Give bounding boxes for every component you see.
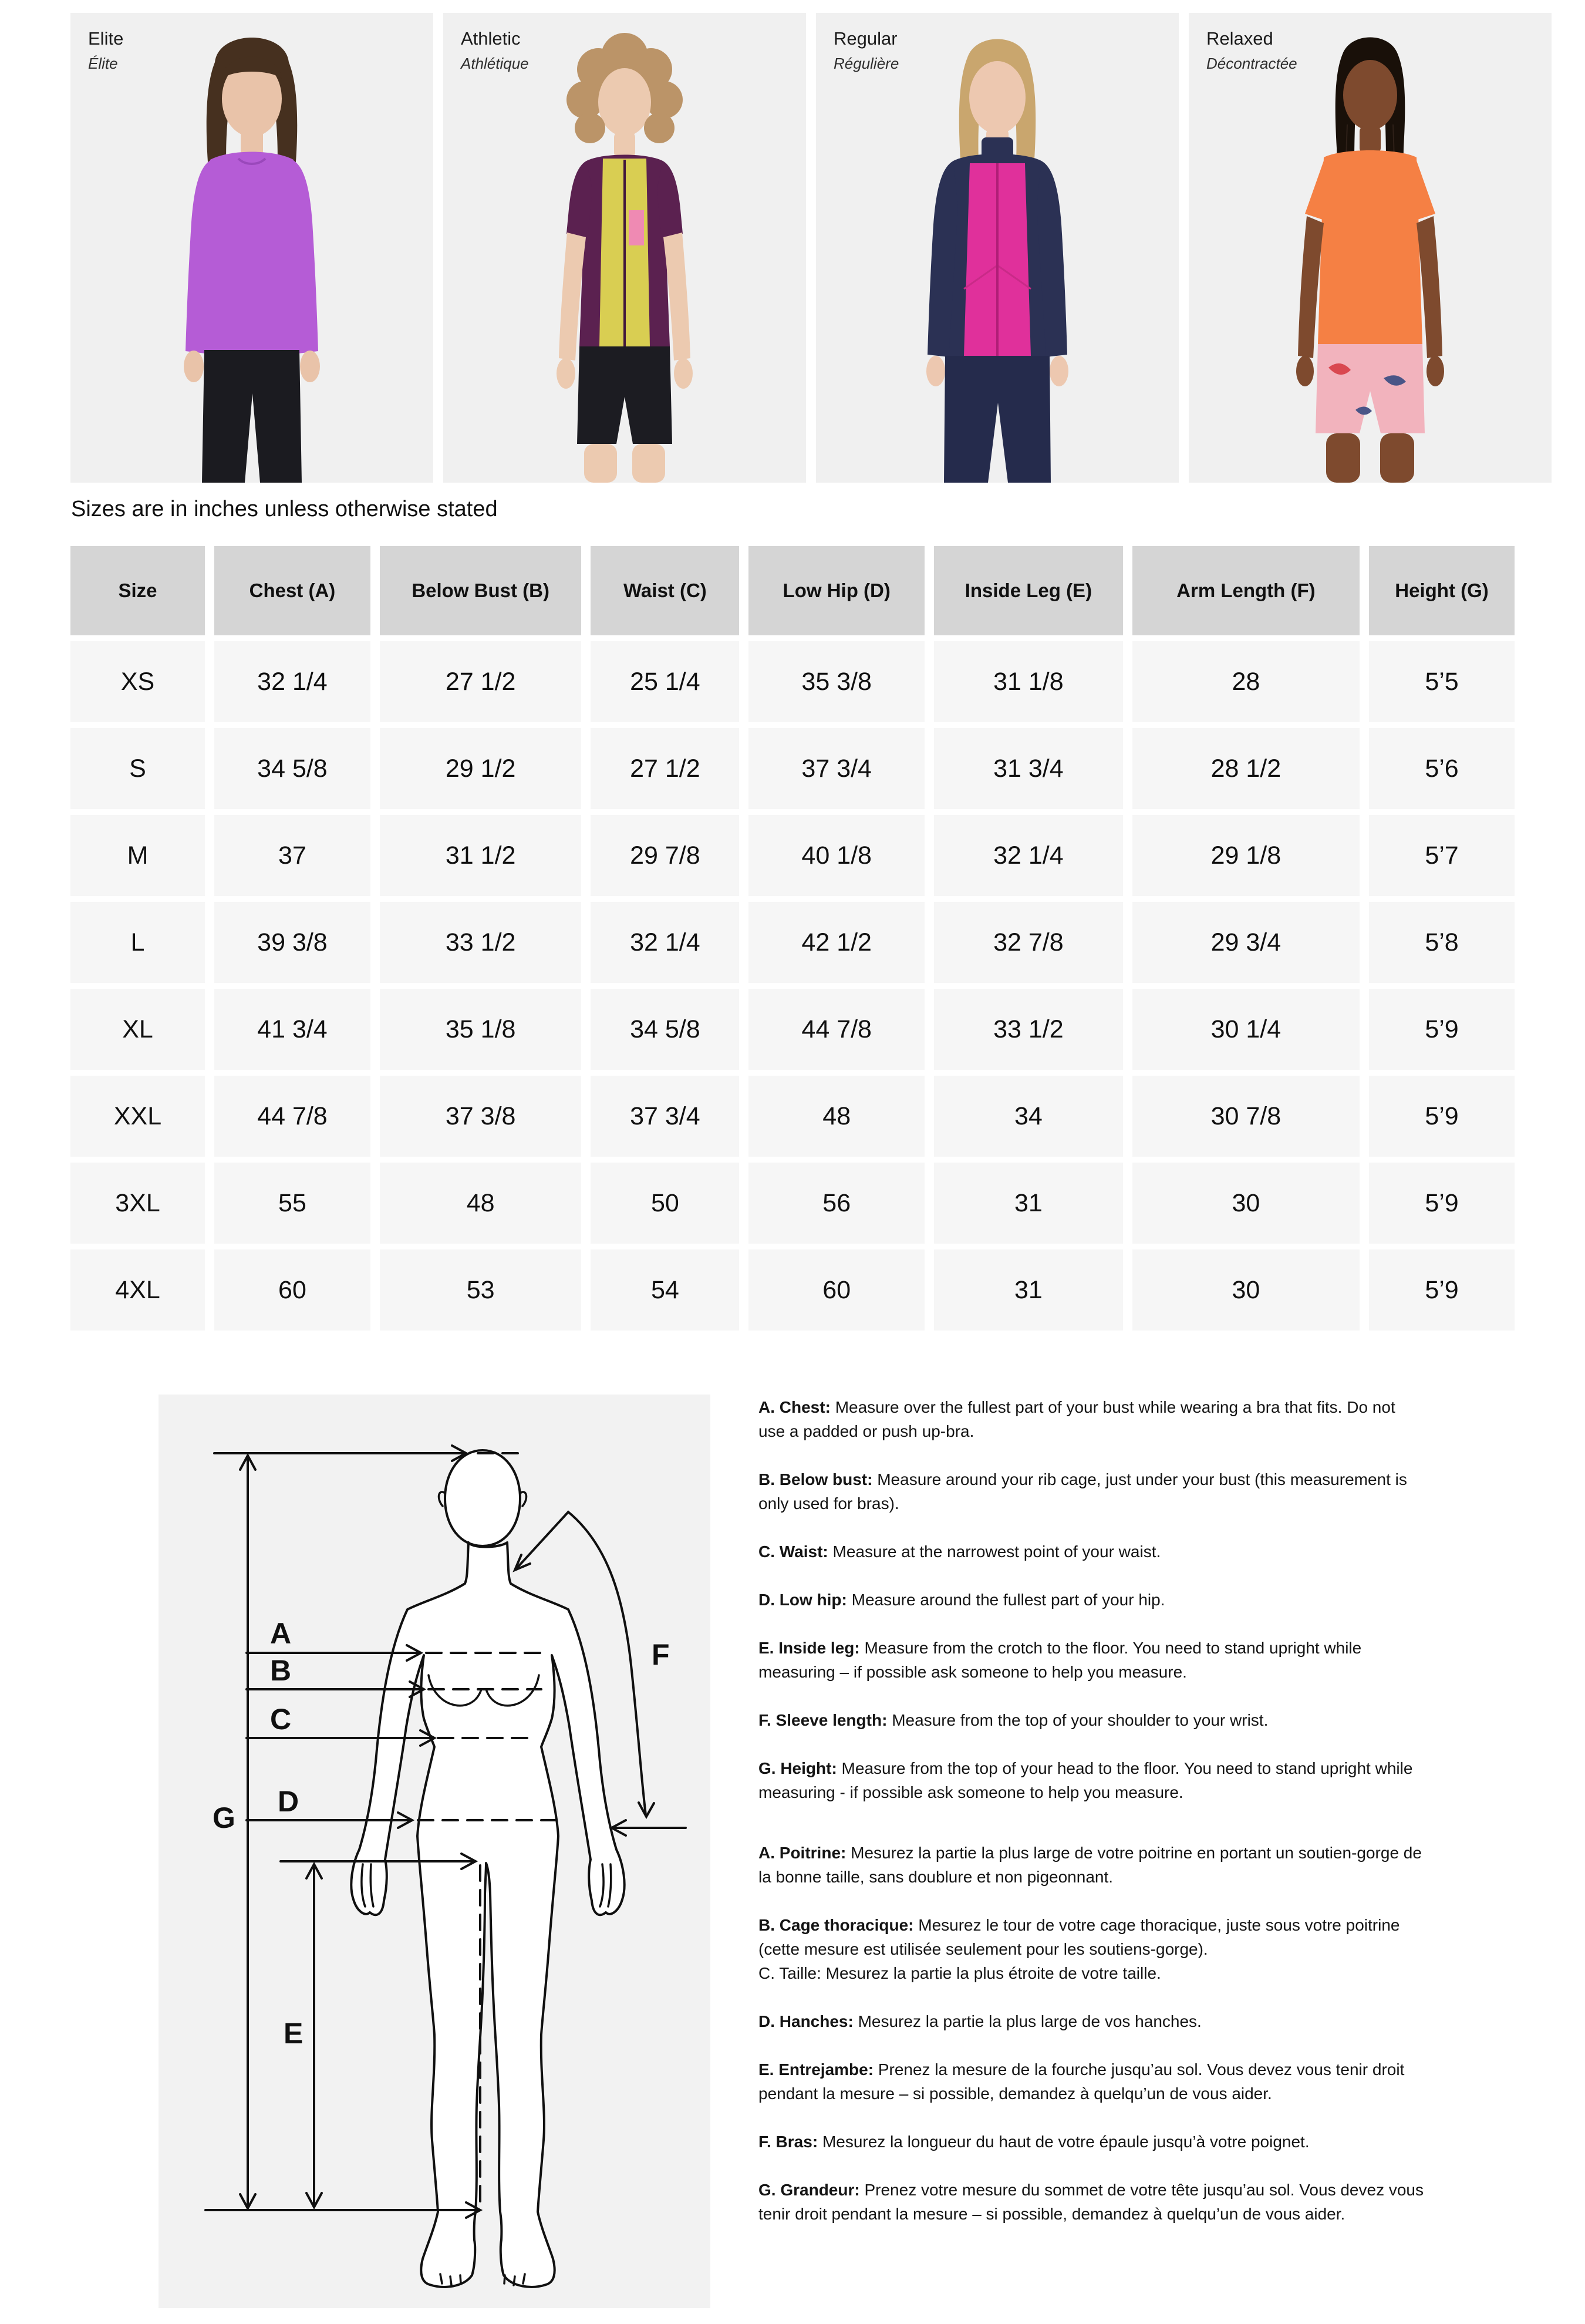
table-cell: 35 1/8 [380, 989, 582, 1070]
table-cell: 34 5/8 [214, 728, 370, 809]
size-table-header-waist: Waist (C) [591, 546, 739, 635]
instruction-fr-cage-thoracique [758, 1913, 1425, 1985]
table-cell: 41 3/4 [214, 989, 370, 1070]
table-cell: 37 3/4 [591, 1076, 739, 1157]
table-cell: 37 [214, 815, 370, 896]
instruction-text: Mesurez la longueur du haut de votre épaule jusqu’à votre poignet. [822, 2133, 1310, 2151]
size-table [70, 546, 1515, 1331]
table-cell: 5’9 [1369, 989, 1515, 1070]
table-cell: 32 1/4 [934, 815, 1123, 896]
instruction-en-low-hip [758, 1588, 1425, 1612]
table-cell: 34 5/8 [591, 989, 739, 1070]
body-measurement-figure [158, 1395, 710, 2308]
instruction-fr-poitrine [758, 1841, 1425, 1889]
table-cell: 27 1/2 [591, 728, 739, 809]
tee [1318, 150, 1422, 344]
diagram-label-e: E [284, 2017, 303, 2050]
instruction-label: G. Height: [758, 1759, 837, 1777]
size-table-header-height: Height (G) [1369, 546, 1515, 635]
table-cell: 31 [934, 1249, 1123, 1331]
table-cell: 28 1/2 [1132, 728, 1360, 809]
diagram-label-d: D [278, 1785, 299, 1818]
instruction-fr-hanches [758, 2009, 1425, 2033]
model-photo-elite [70, 13, 433, 483]
table-cell: 44 7/8 [214, 1076, 370, 1157]
fit-subtitle: Décontractée [1206, 55, 1297, 72]
table-cell: S [70, 728, 205, 809]
table-cell: 40 1/8 [748, 815, 925, 896]
table-cell: 54 [591, 1249, 739, 1331]
table-cell: 3XL [70, 1163, 205, 1244]
table-cell: 53 [380, 1249, 582, 1331]
instruction-text: Measure from the top of your head to the floor. You need to stand upright while measuring - if possible ask someone to help you measure. [758, 1759, 1413, 1801]
fit-types-row [70, 13, 1552, 483]
instruction-en-height [758, 1756, 1425, 1804]
table-cell: 33 1/2 [934, 989, 1123, 1070]
instruction-text: Mesurez la partie la plus large de votre poitrine en portant un soutien-gorge de la bonne taille, sans doublure et non pigeonnant. [758, 1844, 1422, 1886]
instruction-text: Measure at the narrowest point of your waist. [832, 1542, 1161, 1561]
shirt-torso [204, 152, 299, 351]
instruction-fr-entrejambe [758, 2057, 1425, 2106]
size-table-header-below-bust: Below Bust (B) [380, 546, 582, 635]
table-cell: 30 7/8 [1132, 1076, 1360, 1157]
table-cell: 34 [934, 1076, 1123, 1157]
fit-card-relaxed [1189, 13, 1552, 483]
table-cell: 39 3/8 [214, 902, 370, 983]
instruction-fr-grandeur [758, 2178, 1425, 2226]
instruction-en-below-bust [758, 1467, 1425, 1515]
instruction-label: B. Below bust: [758, 1470, 873, 1488]
instruction-text-taille: C. Taille: Mesurez la partie la plus étroite de votre taille. [758, 1964, 1161, 1982]
table-cell: 32 1/4 [591, 902, 739, 983]
instruction-label: B. Cage thoracique: [758, 1916, 914, 1934]
measuring-instructions [758, 1395, 1425, 2250]
table-cell: 28 [1132, 641, 1360, 722]
table-cell: 5’9 [1369, 1076, 1515, 1157]
table-cell: 42 1/2 [748, 902, 925, 983]
table-cell: 29 1/2 [380, 728, 582, 809]
table-cell: L [70, 902, 205, 983]
fit-subtitle: Élite [88, 55, 118, 72]
fit-name: Athletic [461, 28, 521, 49]
table-cell: 32 7/8 [934, 902, 1123, 983]
size-table-header-size: Size [70, 546, 205, 635]
table-cell: 25 1/4 [591, 641, 739, 722]
table-cell: 31 [934, 1163, 1123, 1244]
table-cell: 30 [1132, 1249, 1360, 1331]
face [1343, 60, 1397, 130]
table-cell: 29 1/8 [1132, 815, 1360, 896]
table-cell: 48 [748, 1076, 925, 1157]
instruction-label: A. Chest: [758, 1398, 831, 1416]
instruction-fr-bras [758, 2130, 1425, 2154]
size-table-header-low-hip: Low Hip (D) [748, 546, 925, 635]
fit-subtitle: Athlétique [461, 55, 529, 72]
table-cell: XS [70, 641, 205, 722]
table-cell: 37 3/8 [380, 1076, 582, 1157]
model-photo-athletic [443, 13, 806, 483]
instruction-label: D. Low hip: [758, 1591, 847, 1609]
table-cell: 4XL [70, 1249, 205, 1331]
instruction-label: C. Waist: [758, 1542, 828, 1561]
table-cell: 32 1/4 [214, 641, 370, 722]
instruction-text: Prenez la mesure de la fourche jusqu’au sol. Vous devez vous tenir droit pendant la mesure – si possible, demandez à quelqu’un de vous aider. [758, 2060, 1405, 2103]
instruction-text: Prenez votre mesure du sommet de votre tête jusqu’au sol. Vous devez vous tenir droit pendant la mesure – si possible, demandez à quelqu’un de vous aider. [758, 2181, 1424, 2223]
instruction-label: E. Entrejambe: [758, 2060, 874, 2079]
table-cell: 5’7 [1369, 815, 1515, 896]
instruction-en-chest [758, 1395, 1425, 1443]
table-cell: 35 3/8 [748, 641, 925, 722]
fit-card-athletic [443, 13, 806, 483]
size-table-header-arm-length: Arm Length (F) [1132, 546, 1360, 635]
table-cell: 60 [748, 1249, 925, 1331]
table-cell: 30 [1132, 1163, 1360, 1244]
size-table-header-inside-leg: Inside Leg (E) [934, 546, 1123, 635]
face [969, 61, 1026, 134]
instruction-label: G. Grandeur: [758, 2181, 860, 2199]
table-cell: 56 [748, 1163, 925, 1244]
table-cell: M [70, 815, 205, 896]
table-cell: 5’9 [1369, 1249, 1515, 1331]
instruction-en-inside-leg [758, 1636, 1425, 1684]
model-photo-regular [816, 13, 1179, 483]
fit-card-elite [70, 13, 433, 483]
instruction-label: D. Hanches: [758, 2012, 854, 2030]
instruction-text: Measure around your rib cage, just under your bust (this measurement is only used for bras). [758, 1470, 1407, 1513]
instruction-text: Measure from the crotch to the floor. You need to stand upright while measuring – if possible ask someone to help you measure. [758, 1639, 1362, 1681]
table-cell: 50 [591, 1163, 739, 1244]
diagram-label-a: A [270, 1617, 292, 1650]
table-cell: 31 1/8 [934, 641, 1123, 722]
fit-name: Relaxed [1206, 28, 1273, 49]
table-cell: XL [70, 989, 205, 1070]
face [598, 68, 651, 136]
instruction-text: Measure over the fullest part of your bust while wearing a bra that fits. Do not use a padded or push up-bra. [758, 1398, 1395, 1440]
diagram-label-g: G [213, 1801, 235, 1834]
diagram-label-f: F [652, 1638, 670, 1671]
instruction-text: Measure from the top of your shoulder to your wrist. [892, 1711, 1269, 1729]
table-cell: 48 [380, 1163, 582, 1244]
table-cell: 37 3/4 [748, 728, 925, 809]
diagram-label-c: C [270, 1703, 292, 1736]
table-cell: 60 [214, 1249, 370, 1331]
table-cell: 55 [214, 1163, 370, 1244]
instruction-label: A. Poitrine: [758, 1844, 847, 1862]
diagram-label-b: B [270, 1654, 292, 1687]
chest-pocket [629, 210, 644, 245]
instruction-text: Mesurez le tour de votre cage thoracique, juste sous votre poitrine (cette mesure est utilisée seulement pour les soutiens-gorge). [758, 1916, 1400, 1958]
table-cell: 33 1/2 [380, 902, 582, 983]
table-cell: 31 1/2 [380, 815, 582, 896]
table-cell: 44 7/8 [748, 989, 925, 1070]
model-photo-relaxed [1189, 13, 1552, 483]
measurement-diagram [158, 1395, 710, 2308]
instruction-label: F. Bras: [758, 2133, 818, 2151]
instruction-en-waist [758, 1540, 1425, 1564]
instruction-en-sleeve-length [758, 1708, 1425, 1732]
table-cell: 5’6 [1369, 728, 1515, 809]
table-cell: 29 3/4 [1132, 902, 1360, 983]
table-cell: XXL [70, 1076, 205, 1157]
size-table-header-chest: Chest (A) [214, 546, 370, 635]
instruction-label: F. Sleeve length: [758, 1711, 888, 1729]
table-cell: 30 1/4 [1132, 989, 1360, 1070]
table-cell: 5’8 [1369, 902, 1515, 983]
table-cell: 5’5 [1369, 641, 1515, 722]
fit-name: Elite [88, 28, 124, 49]
units-note: Sizes are in inches unless otherwise stated [71, 497, 498, 521]
instruction-text: Mesurez la partie la plus large de vos hanches. [858, 2012, 1202, 2030]
instruction-text: Measure around the fullest part of your hip. [851, 1591, 1165, 1609]
table-cell: 31 3/4 [934, 728, 1123, 809]
table-cell: 29 7/8 [591, 815, 739, 896]
table-cell: 27 1/2 [380, 641, 582, 722]
table-cell: 5’9 [1369, 1163, 1515, 1244]
fit-card-regular [816, 13, 1179, 483]
fit-name: Regular [834, 28, 898, 49]
instruction-label: E. Inside leg: [758, 1639, 860, 1657]
fit-subtitle: Régulière [834, 55, 899, 72]
